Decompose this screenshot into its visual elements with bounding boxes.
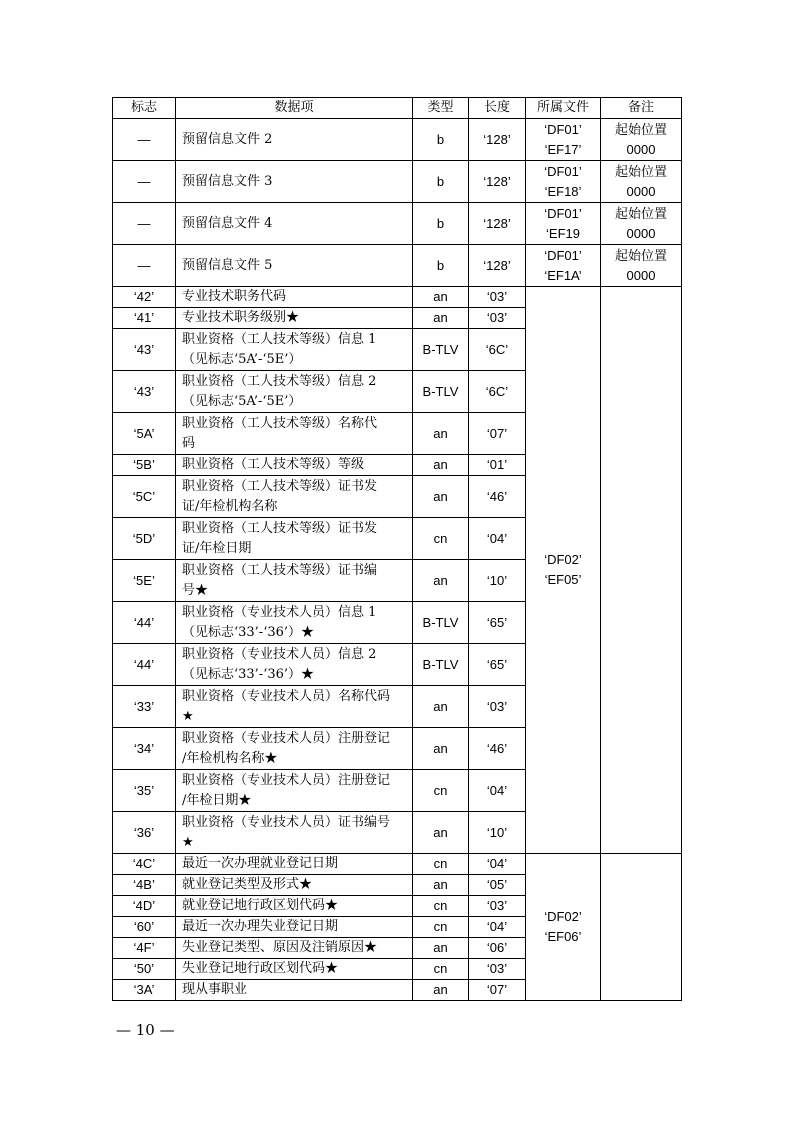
row-tag: ‘35’ [113,770,176,812]
row-item: 职业资格（专业技术人员）证书编号 ★ [176,812,413,854]
data-item-table [112,97,682,1001]
row-item: 最近一次办理就业登记日期 [176,854,413,875]
row-length: ‘128’ [469,119,526,161]
group-file-ef06: ‘DF02’ ‘EF06’ [526,854,601,1001]
row-file: ‘DF01’ ‘EF17’ [526,119,601,161]
row-note: 起始位置 0000 [601,119,682,161]
row-item: 职业资格（工人技术等级）等级 [176,455,413,476]
row-note: 起始位置 0000 [601,245,682,287]
row-tag: ‘5C’ [113,476,176,518]
table-row [113,854,682,875]
table-row [113,287,682,308]
row-item: 专业技术职务级别★ [176,308,413,329]
row-type: cn [413,854,469,875]
row-tag: — [113,245,176,287]
row-type: cn [413,896,469,917]
row-tag: ‘44’ [113,602,176,644]
row-length: ‘46’ [469,728,526,770]
row-length: ‘03’ [469,896,526,917]
row-item: 职业资格（工人技术等级）名称代 码 [176,413,413,455]
table-row [113,161,682,203]
page-number: — 10 — [116,1021,175,1039]
row-item: 职业资格（专业技术人员）注册登记 /年检机构名称★ [176,728,413,770]
row-item: 失业登记地行政区划代码★ [176,959,413,980]
row-type: b [413,161,469,203]
row-type: an [413,728,469,770]
row-item: 职业资格（工人技术等级）信息 1 （见标志‘5A’-‘5E’） [176,329,413,371]
row-tag: ‘43’ [113,329,176,371]
row-item: 职业资格（专业技术人员）信息 2 （见标志‘33’-‘36’）★ [176,644,413,686]
row-tag: ‘34’ [113,728,176,770]
row-length: ‘46’ [469,476,526,518]
row-tag: ‘4D’ [113,896,176,917]
row-item: 职业资格（工人技术等级）信息 2 （见标志‘5A’-‘5E’） [176,371,413,413]
row-length: ‘06’ [469,938,526,959]
row-tag: — [113,203,176,245]
row-note: 起始位置 0000 [601,203,682,245]
row-item: 职业资格（工人技术等级）证书发 证/年检机构名称 [176,476,413,518]
row-length: ‘03’ [469,686,526,728]
row-type: an [413,413,469,455]
row-item: 就业登记地行政区划代码★ [176,896,413,917]
table-header-row [113,98,682,119]
table-body [113,119,682,1001]
table-row [113,203,682,245]
row-tag: ‘5D’ [113,518,176,560]
row-item: 职业资格（专业技术人员）注册登记 /年检日期★ [176,770,413,812]
row-length: ‘04’ [469,917,526,938]
row-item: 最近一次办理失业登记日期 [176,917,413,938]
row-length: ‘65’ [469,602,526,644]
row-tag: — [113,161,176,203]
row-item: 职业资格（工人技术等级）证书发 证/年检日期 [176,518,413,560]
row-tag: ‘50’ [113,959,176,980]
row-length: ‘07’ [469,980,526,1001]
row-tag: ‘36’ [113,812,176,854]
row-type: b [413,245,469,287]
row-item: 失业登记类型、原因及注销原因★ [176,938,413,959]
group-file-ef05: ‘DF02’ ‘EF05’ [526,287,601,854]
header-tag: 标志 [113,98,176,119]
row-length: ‘03’ [469,959,526,980]
row-item: 职业资格（工人技术等级）证书编 号★ [176,560,413,602]
table-row [113,119,682,161]
row-length: ‘128’ [469,203,526,245]
row-length: ‘04’ [469,518,526,560]
row-file: ‘DF01’ ‘EF1A’ [526,245,601,287]
row-length: ‘03’ [469,308,526,329]
row-item: 预留信息文件 4 [176,203,413,245]
row-tag: ‘5B’ [113,455,176,476]
header-file: 所属文件 [526,98,601,119]
row-item: 就业登记类型及形式★ [176,875,413,896]
row-length: ‘04’ [469,770,526,812]
row-tag: ‘4C’ [113,854,176,875]
row-type: cn [413,770,469,812]
row-type: b [413,119,469,161]
header-note: 备注 [601,98,682,119]
row-type: an [413,308,469,329]
row-tag: ‘60’ [113,917,176,938]
header-length: 长度 [469,98,526,119]
row-item: 职业资格（专业技术人员）名称代码 ★ [176,686,413,728]
row-type: an [413,455,469,476]
row-tag: ‘4F’ [113,938,176,959]
row-tag: — [113,119,176,161]
row-tag: ‘5E’ [113,560,176,602]
group-note-empty [601,287,682,854]
row-file: ‘DF01’ ‘EF18’ [526,161,601,203]
row-length: ‘05’ [469,875,526,896]
row-item: 预留信息文件 3 [176,161,413,203]
row-file: ‘DF01’ ‘EF19 [526,203,601,245]
row-length: ‘04’ [469,854,526,875]
row-length: ‘6C’ [469,329,526,371]
row-type: an [413,287,469,308]
row-tag: ‘3A’ [113,980,176,1001]
row-length: ‘128’ [469,245,526,287]
row-tag: ‘42’ [113,287,176,308]
row-length: ‘10’ [469,812,526,854]
row-item: 预留信息文件 2 [176,119,413,161]
row-length: ‘03’ [469,287,526,308]
row-type: an [413,938,469,959]
row-type: an [413,560,469,602]
row-length: ‘6C’ [469,371,526,413]
row-length: ‘07’ [469,413,526,455]
row-tag: ‘43’ [113,371,176,413]
row-item: 职业资格（专业技术人员）信息 1 （见标志‘33’-‘36’）★ [176,602,413,644]
row-type: B-TLV [413,371,469,413]
row-tag: ‘33’ [113,686,176,728]
row-length: ‘10’ [469,560,526,602]
header-type: 类型 [413,98,469,119]
row-type: cn [413,959,469,980]
row-tag: ‘41’ [113,308,176,329]
row-length: ‘01’ [469,455,526,476]
row-length: ‘65’ [469,644,526,686]
row-tag: ‘4B’ [113,875,176,896]
row-type: cn [413,518,469,560]
row-type: cn [413,917,469,938]
row-type: B-TLV [413,602,469,644]
row-type: B-TLV [413,644,469,686]
group-note-empty [601,854,682,1001]
row-type: an [413,686,469,728]
row-type: an [413,476,469,518]
row-type: an [413,980,469,1001]
row-type: an [413,812,469,854]
header-item: 数据项 [176,98,413,119]
row-type: B-TLV [413,329,469,371]
row-length: ‘128’ [469,161,526,203]
table-row [113,245,682,287]
row-item: 专业技术职务代码 [176,287,413,308]
row-type: b [413,203,469,245]
row-type: an [413,875,469,896]
row-item: 预留信息文件 5 [176,245,413,287]
row-tag: ‘5A’ [113,413,176,455]
row-tag: ‘44’ [113,644,176,686]
row-item: 现从事职业 [176,980,413,1001]
row-note: 起始位置 0000 [601,161,682,203]
